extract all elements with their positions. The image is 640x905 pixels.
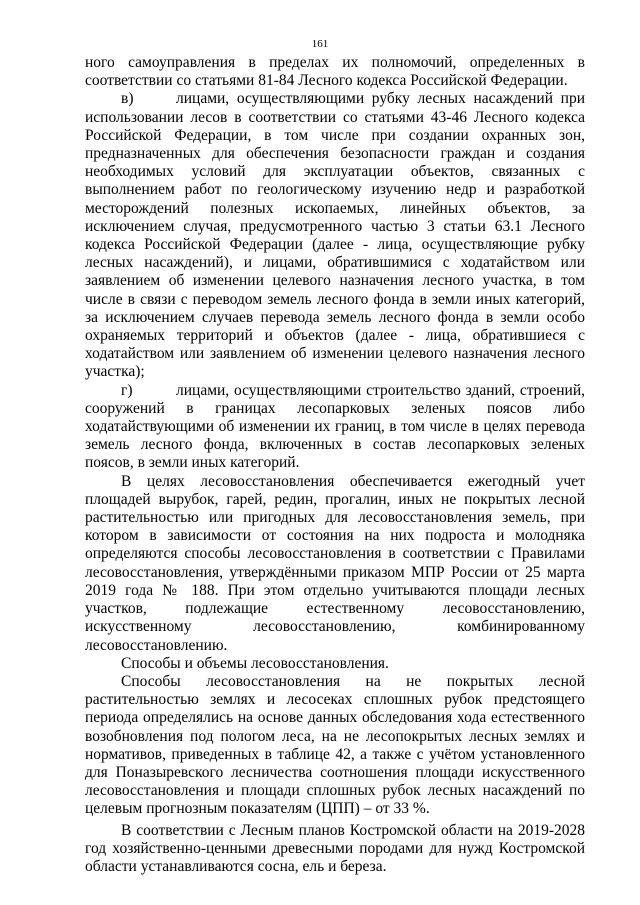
paragraph-methods-text: Способы лесовосстановления на не покрытых лесной растительностью землях и лесосеках сплошных рубок предстоящего периода определялись на основе данных обследования хода естественного возобновления под пологом леса, на не лесопокрытых лесных землях и нормативов, приведенных в таблице 42, а также с учётом установленного для Поназыревского лесничества соотношения площади искусственного лесовосстановления и площади сплошных рубок лесных насаждений по целевым прогнозным показателям (ЦПП) – от 33 %. (85, 672, 585, 818)
list-item-g-text: лицами, осуществляющими строительство зданий, строений, сооружений в границах лесопарковых зеленых поясов либо ходатайствующими об изменении их границ, в том числе в целях перевода земель лесного фонда, включенных в состав лесопарковых зеленых поясов, в земли иных категорий. (85, 381, 585, 472)
paragraph-methods-heading: Способы и объемы лесовосстановления. (121, 654, 389, 672)
paragraph-species: В соответствии с Лесным планов Костромской области на 2019-2028 год хозяйственно-ценными древесными породами для нужд Костромской области устанавливаются сосна, ель и береза. (85, 821, 585, 875)
list-marker-g: г) (121, 381, 133, 399)
paragraph-reforestation-accounting: В целях лесовосстановления обеспечивается ежегодный учет площадей вырубок, гарей, редин, прогалин, иных не покрытых лесной растительностью или пригодных для лесовосстановления земель, при котором в зависимости от состояния на них подроста и молодняка определяются способы лесовосстановления в соответствии с Правилами лесовосстановления, утверждёнными приказом МПР России от 25 марта 2019 года № 188. При этом отдельно учитываются площади лесных участков, подлежащие естественному лесовосстановлению, искусственному лесовосстановлению, комбинированному лесовосстановлению. (85, 472, 585, 654)
list-marker-v: в) (121, 90, 134, 108)
document-body (85, 54, 585, 876)
list-item-g (85, 382, 585, 473)
paragraph-continuation: ного самоуправления в пределах их полномочий, определенных в соответствии со статьями 81-84 Лесного кодекса Российской Федерации. (85, 54, 585, 90)
list-item-v-text: лицами, осуществляющими рубку лесных насаждений при использовании лесов в соответствии со статьями 43-46 Лесного кодекса Российской Федерации, в том числе при создании охранных зон, предназначенных для обеспечения безопасности граждан и создания необходимых условий для эксплуатации объектов, связанных с выполнением работ по геологическому изучению недр и разработкой месторождений полезных ископаемых, линейных объектов, за исключением случая, предусмотренного частью 3 статьи 63.1 Лесного кодекса Российской Федерации (далее - лица, осуществляющие рубку лесных насаждений), и лицами, обратившимися с ходатайством или заявлением об изменении целевого назначения лесного участка, в том числе в связи с переводом земель лесного фонда в земли иных категорий, за исключением случаев перевода земель лесного фонда в земли особо охраняемых территорий и объектов (далее - лица, обратившиеся с ходатайством или заявлением об изменении целевого назначения лесного участка); (85, 90, 585, 381)
page-number: 161 (311, 38, 329, 50)
list-item-v (85, 90, 585, 381)
